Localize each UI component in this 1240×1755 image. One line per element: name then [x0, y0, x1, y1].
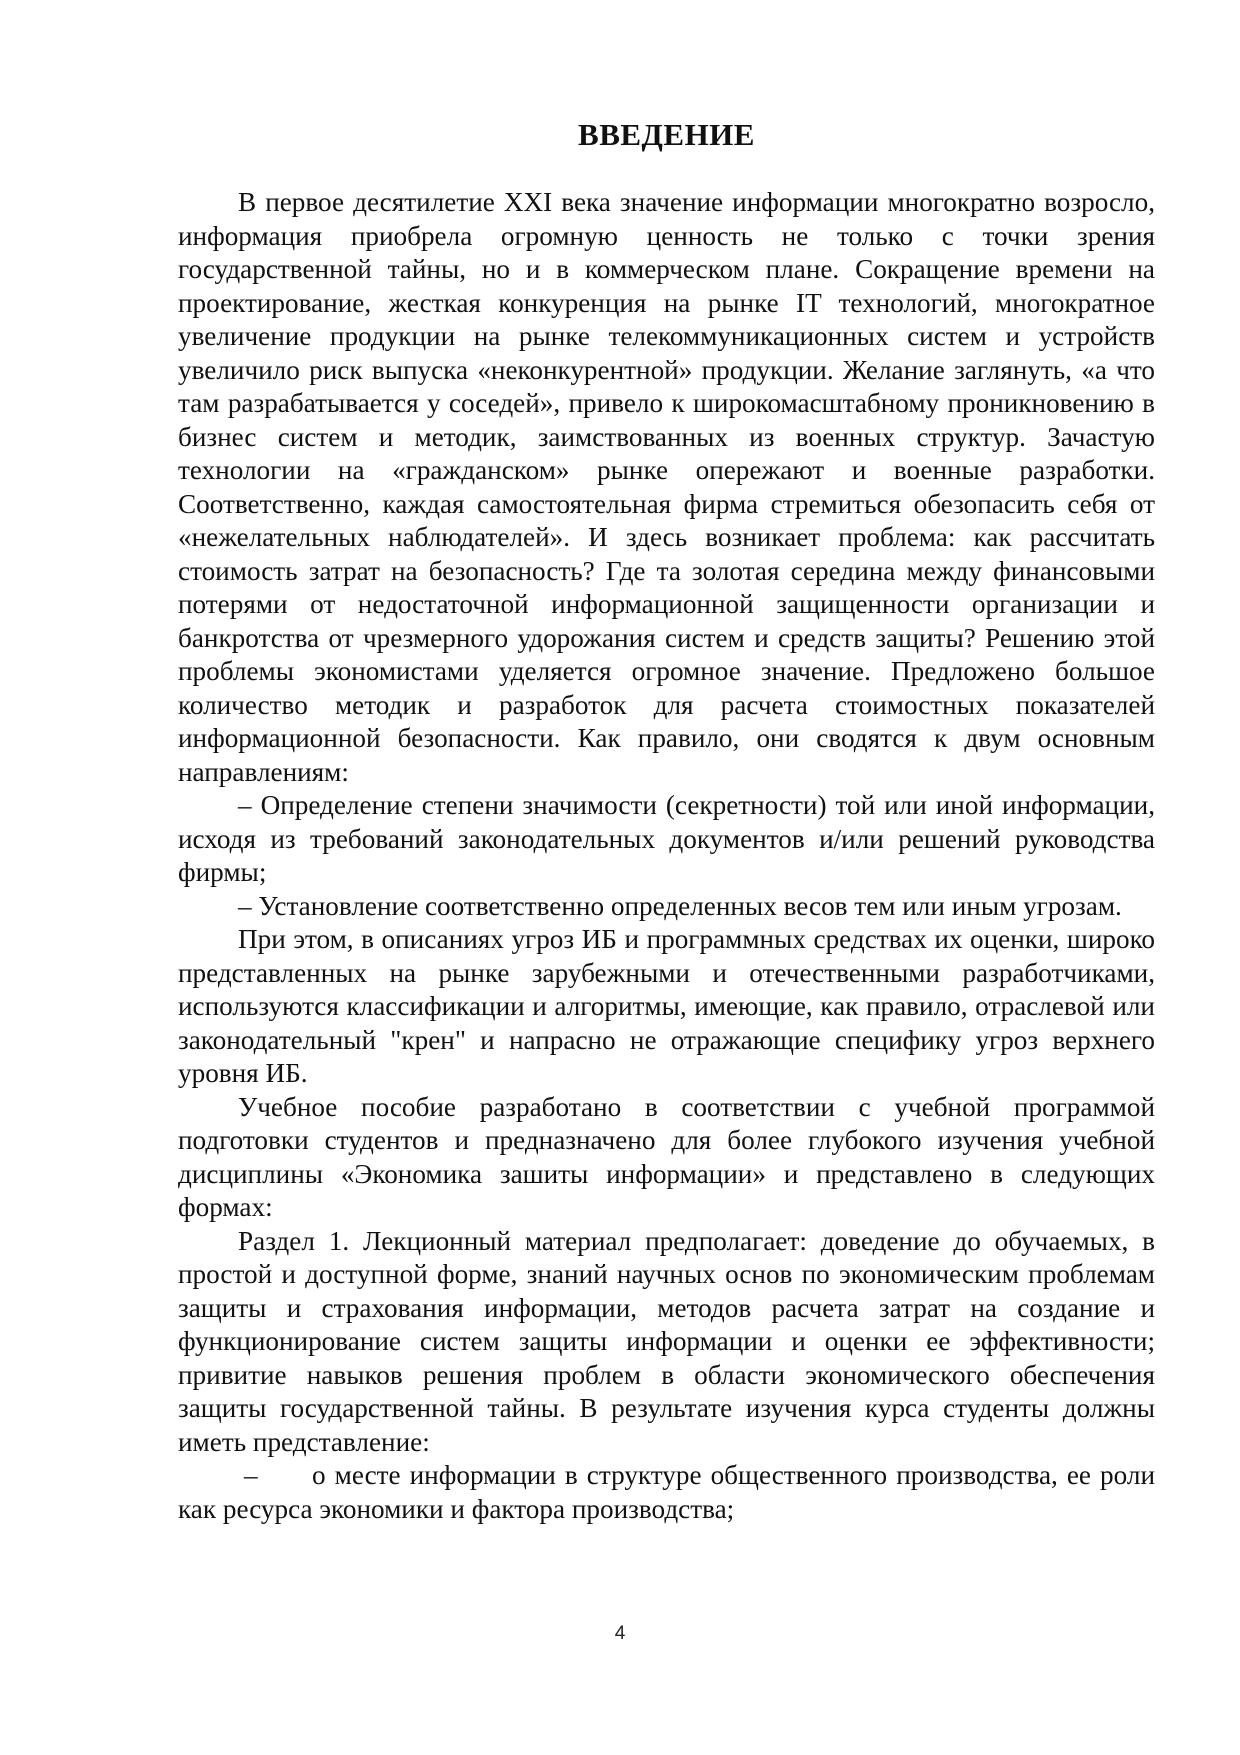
paragraph-textbook-purpose: Учебное пособие разработано в соответствии с учебной программой подготовки студентов и предназначено для более глубокого изучения учебной дисциплины «Экономика зашиты информации» и представлено в следующих формах:	[178, 1091, 1155, 1222]
paragraph-section-1: Раздел 1. Лекционный материал предполагает: доведение до обучаемых, в простой и доступной форме, знаний научных основ по экономическим проблемам защиты и страхования информации, методов расчета затрат на создание и функционирование систем защиты информации и оценки ее эффективности; привитие навыков решения проблем в области экономического обеспечения защиты государственной тайны. В результате изучения курса студенты должны иметь представление:	[178, 1225, 1155, 1457]
list-item-secrecy: – Определение степени значимости (секретности) той или иной информации, исходя из требований законодательных документов и/или решений руководства фирмы;	[178, 790, 1155, 887]
page-content	[178, 116, 1155, 1526]
list-item-threat-weights: – Установление соответственно определенных весов тем или иным угрозам.	[238, 890, 1122, 921]
list-item-information-role: – о месте информации в структуре общественного производства, ее роли как ресурса экономики и фактора производства;	[178, 1460, 1155, 1524]
paragraph-threat-descriptions: При этом, в описаниях угроз ИБ и программных средствах их оценки, широко представленных на рынке зарубежными и отечественными разработчиками, используются классификации и алгоритмы, имеющие, как правило, отраслевой или законодательный "крен" и напрасно не отражающие специфику угроз верхнего уровня ИБ.	[178, 924, 1155, 1088]
paragraph-intro: В первое десятилетие XXI века значение информации многократно возросло, информация приобрела огромную ценность не только с точки зрения государственной тайны, но и в коммерческом плане. Сокращение времени на проектирование, жесткая конкуренция на рынке IT технологий, многократное увеличение продукции на рынке телекоммуникационных систем и устройств увеличило риск выпуска «неконкурентной» продукции. Желание заглянуть, «а что там разрабатывается у соседей», привело к широкомасштабному проникновению в бизнес систем и методик, заимствованных из военных структур. Зачастую технологии на «гражданском» рынке опережают и военные разработки. Соответственно, каждая самостоятельная фирма стремиться обезопасить себя от «нежелательных наблюдателей». И здесь возникает проблема: как рассчитать стоимость затрат на безопасность? Где та золотая середина между финансовыми потерями от недостаточной информационной защищенности организации и банкротства от чрезмерного удорожания систем и средств защиты? Решению этой проблемы экономистами уделяется огромное значение. Предложено большое количество методик и разработок для расчета стоимостных показателей информационной безопасности. Как правило, они сводятся к двум основным направлениям:	[178, 187, 1155, 787]
page-number: 4	[614, 1623, 626, 1644]
section-title: ВВЕДЕНИЕ	[578, 117, 755, 152]
